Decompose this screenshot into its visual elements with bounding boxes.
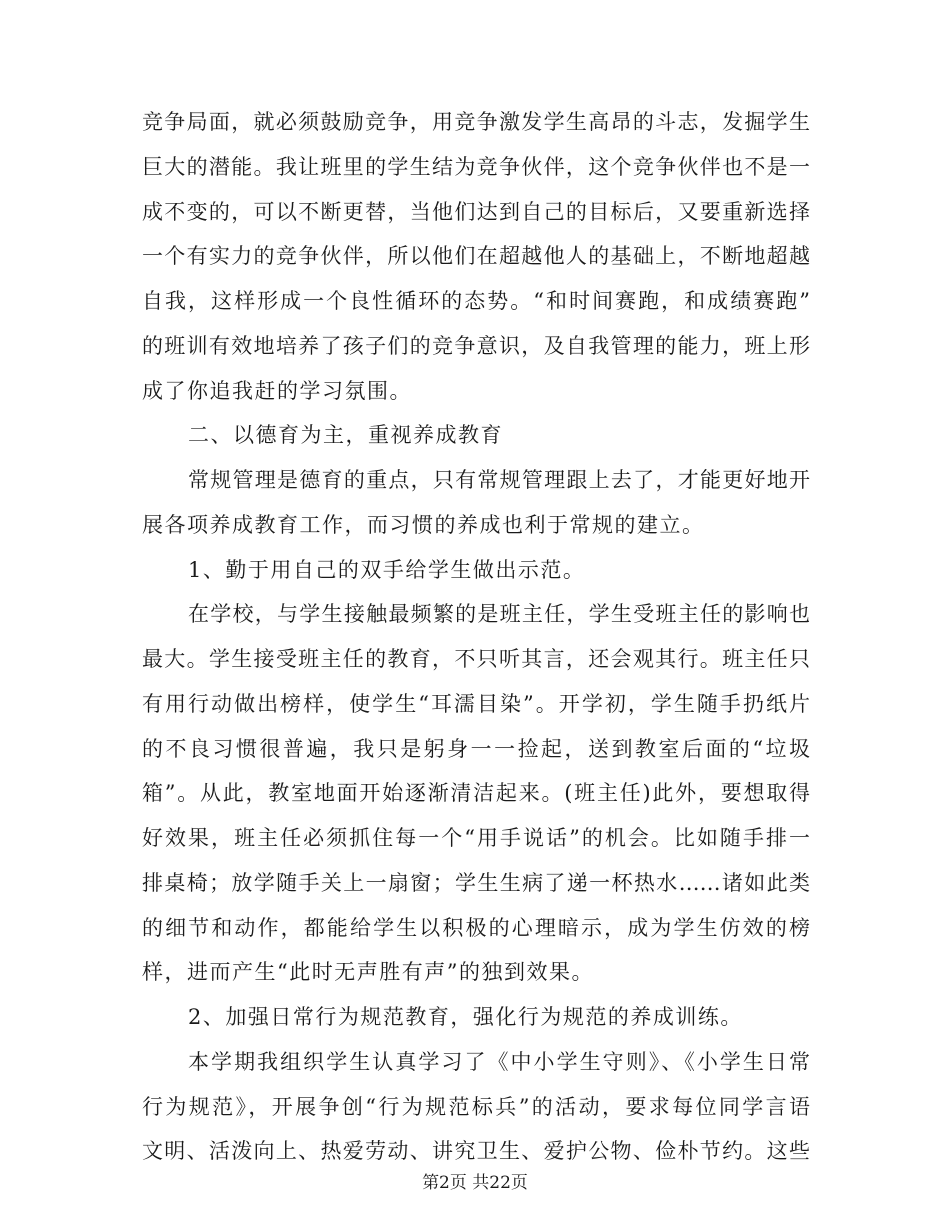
text-line: 的班训有效地培养了孩子们的竞争意识，及自我管理的能力，班上形 <box>142 333 810 358</box>
text-line: 一个有实力的竞争伙伴，所以他们在超越他人的基础上，不断地超越 <box>142 244 810 269</box>
text-line: 有用行动做出榜样，使学生“耳濡目染”。开学初，学生随手扔纸片 <box>142 691 810 716</box>
subsection-heading: 2、加强日常行为规范教育，强化行为规范的养成训练。 <box>188 1005 743 1029</box>
text-line: 箱”。从此，教室地面开始逐渐清洁起来。(班主任)此外，要想取得 <box>142 781 810 806</box>
text-line: 竞争局面，就必须鼓励竞争，用竞争激发学生高昂的斗志，发掘学生 <box>142 110 810 134</box>
text-line: 最大。学生接受班主任的教育，不只听其言，还会观其行。班主任只 <box>142 647 810 671</box>
text-line: 排桌椅；放学随手关上一扇窗；学生生病了递一杯热水……诸如此类 <box>142 870 810 895</box>
text-line: 文明、活泼向上、热爱劳动、讲究卫生、爱护公物、俭朴节约。这些 <box>142 1139 810 1164</box>
subsection-heading: 1、勤于用自己的双手给学生做出示范。 <box>188 557 586 582</box>
text-line: 在学校，与学生接触最频繁的是班主任，学生受班主任的影响也 <box>188 602 810 627</box>
text-line: 巨大的潜能。我让班里的学生结为竞争伙伴，这个竞争伙伴也不是一 <box>142 154 810 179</box>
text-line: 成不变的，可以不断更替，当他们达到自己的目标后，又要重新选择 <box>142 199 810 224</box>
text-line: 常规管理是德育的重点，只有常规管理跟上去了，才能更好地开 <box>188 468 810 492</box>
text-line: 好效果，班主任必须抓住每一个“用手说话”的机会。比如随手排一 <box>142 826 810 850</box>
document-body <box>142 100 810 1174</box>
text-line: 样，进而产生“此时无声胜有声”的独到效果。 <box>142 960 594 985</box>
text-line: 的细节和动作，都能给学生以积极的心理暗示，成为学生仿效的榜 <box>142 915 810 940</box>
text-line: 自我，这样形成一个良性循环的态势。“和时间赛跑，和成绩赛跑” <box>142 289 810 313</box>
section-heading: 二、以德育为主，重视养成教育 <box>188 423 503 448</box>
text-line: 行为规范》，开展争创“行为规范标兵”的活动，要求每位同学言语 <box>142 1094 810 1119</box>
text-line: 展各项养成教育工作，而习惯的养成也利于常规的建立。 <box>142 512 705 537</box>
text-line: 的不良习惯很普遍，我只是躬身一一捡起，送到教室后面的“垃圾 <box>142 736 810 761</box>
text-line: 成了你追我赶的学习氛围。 <box>142 378 412 403</box>
text-line: 本学期我组织学生认真学习了《中小学生守则》、《小学生日常 <box>188 1049 810 1074</box>
page-number: 第2页 共22页 <box>422 1173 528 1193</box>
